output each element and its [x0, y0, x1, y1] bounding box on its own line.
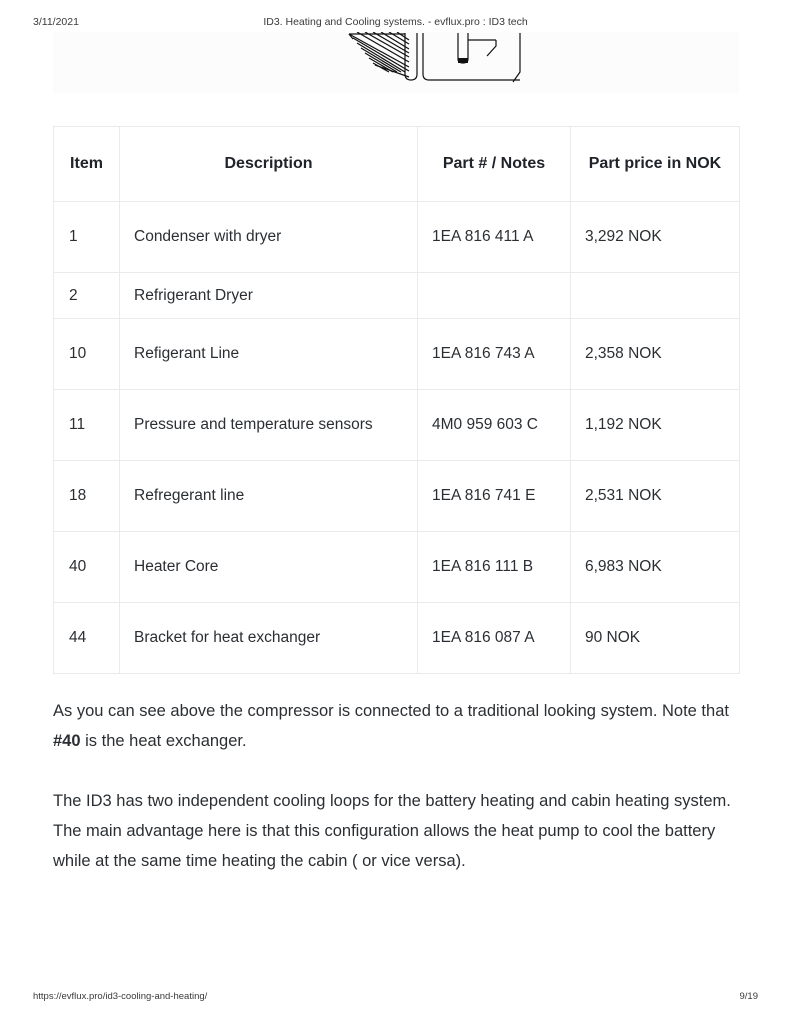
cell-part-number: 4M0 959 603 C: [418, 390, 571, 461]
cell-part-price: 2,358 NOK: [571, 319, 740, 390]
cell-item: 40: [54, 532, 120, 603]
table-row: [54, 273, 740, 319]
cell-description: Heater Core: [120, 532, 418, 603]
cell-item: 1: [54, 202, 120, 273]
paragraph-1-bold-item: #40: [53, 732, 81, 750]
paragraph-1-text-before: As you can see above the compressor is connected to a traditional looking system. Note that: [53, 702, 729, 720]
cell-part-number: 1EA 816 743 A: [418, 319, 571, 390]
cell-description: Refigerant Line: [120, 319, 418, 390]
table-header: [54, 127, 740, 202]
cell-description: Refregerant line: [120, 461, 418, 532]
parts-price-table: [53, 126, 740, 674]
column-header-part-price: Part price in NOK: [571, 127, 740, 202]
cell-part-number: 1EA 816 741 E: [418, 461, 571, 532]
table-row: [54, 532, 740, 603]
source-url: https://evflux.pro/id3-cooling-and-heating/: [33, 991, 208, 1002]
cell-description: Condenser with dryer: [120, 202, 418, 273]
cell-item: 11: [54, 390, 120, 461]
cell-part-price: 2,531 NOK: [571, 461, 740, 532]
cell-part-price: 90 NOK: [571, 603, 740, 674]
cell-part-price: [571, 273, 740, 319]
cell-item: 10: [54, 319, 120, 390]
cell-description: Pressure and temperature sensors: [120, 390, 418, 461]
table-body: [54, 202, 740, 674]
cell-part-number: 1EA 816 411 A: [418, 202, 571, 273]
cell-part-price: 1,192 NOK: [571, 390, 740, 461]
cell-part-number: 1EA 816 111 B: [418, 532, 571, 603]
cell-description: Bracket for heat exchanger: [120, 603, 418, 674]
print-header: [0, 16, 791, 32]
paragraph-cooling-loops: The ID3 has two independent cooling loops for the battery heating and cabin heating system. The main advantage here is that this configuration allows the heat pump to cool the battery while at the same time heating the cabin ( or vice versa).: [53, 792, 731, 870]
table-row: [54, 319, 740, 390]
table-row: [54, 461, 740, 532]
column-header-part-number: Part # / Notes: [418, 127, 571, 202]
print-date: 3/11/2021: [33, 16, 79, 28]
document-title: ID3. Heating and Cooling systems. - evflux.pro : ID3 tech: [263, 16, 528, 28]
cell-item: 2: [54, 273, 120, 319]
cell-part-number: 1EA 816 087 A: [418, 603, 571, 674]
table-row: [54, 390, 740, 461]
cell-item: 44: [54, 603, 120, 674]
page-number: 9/19: [739, 991, 758, 1002]
paragraph-1-text-after: is the heat exchanger.: [80, 732, 247, 750]
cell-part-price: 3,292 NOK: [571, 202, 740, 273]
cell-part-price: 6,983 NOK: [571, 532, 740, 603]
heat-exchanger-icon: [53, 32, 739, 93]
print-footer: [0, 991, 791, 1005]
table-header-row: [54, 127, 740, 202]
column-header-description: Description: [120, 127, 418, 202]
cell-item: 18: [54, 461, 120, 532]
cell-description: Refrigerant Dryer: [120, 273, 418, 319]
table-row: [54, 603, 740, 674]
column-header-item: Item: [54, 127, 120, 202]
paragraph-compressor-note: [53, 696, 739, 756]
heat-exchanger-figure: [53, 32, 739, 93]
cell-part-number: [418, 273, 571, 319]
table-row: [54, 202, 740, 273]
